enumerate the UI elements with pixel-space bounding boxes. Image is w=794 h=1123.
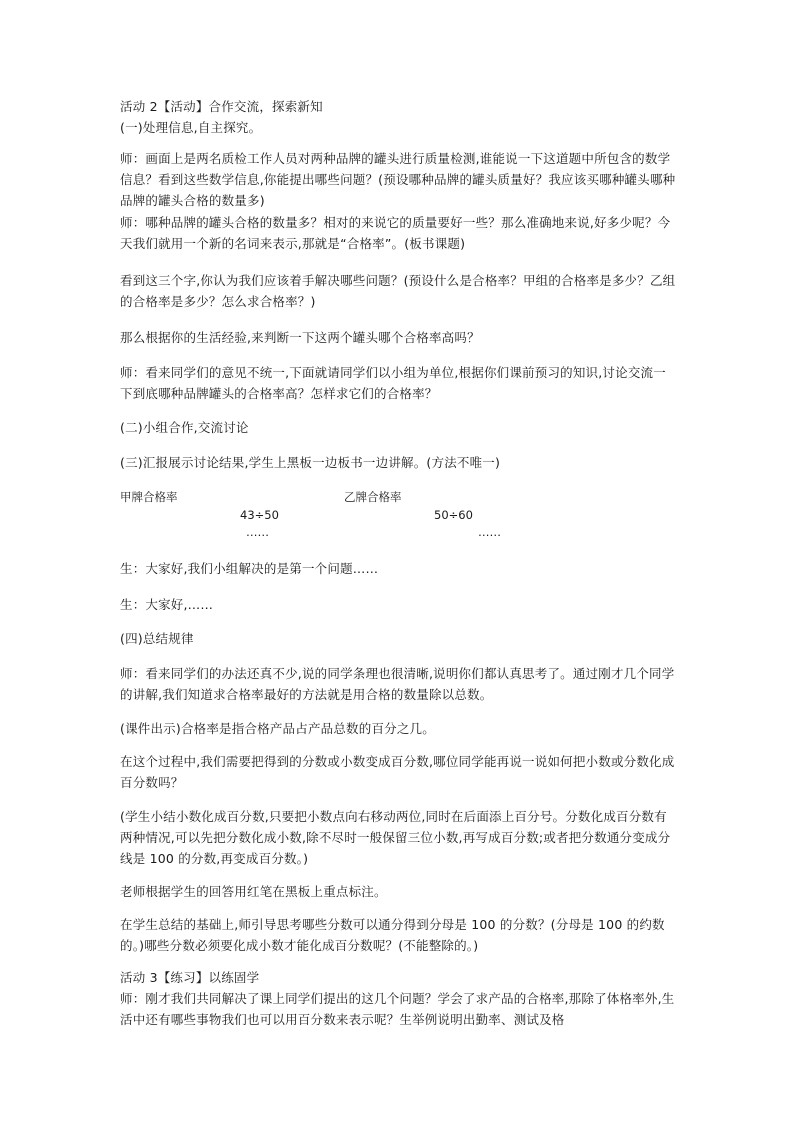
paragraph-life-experience: 那么根据你的生活经验,来判断一下这两个罐头哪个合格率高吗？	[120, 330, 480, 345]
paragraph-student-second: 生：大家好,……	[120, 597, 214, 612]
paragraph-teacher-summary: 师：看来同学们的办法还真不少,说的同学条理也很清晰,说明你们都认真思考了。通过刚才几个同学的讲解,我们知道求合格率最好的方法就是用合格的数量除以总数。	[120, 666, 675, 702]
calc-right-ellipsis: ……	[478, 525, 501, 539]
paragraph-three-words: 看到这三个字,你认为我们应该着手解决哪些问题？(预设什么是合格率？甲组的合格率是多少？乙组的合格率是多少？怎么求合格率？)	[120, 273, 676, 309]
section-three-heading: (三)汇报展示讨论结果,学生上黑板一边板书一边讲解。(方法不唯一)	[120, 455, 501, 470]
section-four-heading: (四)总结规律	[120, 631, 194, 646]
section-two-heading: (二)小组合作,交流讨论	[120, 420, 249, 435]
paragraph-courseware-definition: (课件出示)合格率是指合格产品占产品总数的百分之几。	[120, 721, 435, 736]
paragraph-guided-thinking: 在学生总结的基础上,师引导思考哪些分数可以通分得到分母是 100 的分数？(分母是 100 的约数的。)哪些分数必须要化成小数才能化成百分数呢？(不能整除的。)	[120, 917, 665, 953]
calc-right-expression: 50÷60	[434, 508, 473, 522]
activity-3-section: 活动 3【练习】以练固学 师：刚才我们共同解决了课上同学们提出的这几个问题？学会了求产品的合格率,那除了体格率外,生活中还有哪些事物我们也可以用百分数来表示呢？生举例说明出勤率、测试及格	[120, 970, 675, 1027]
paragraph-convert-percent: 在这个过程中,我们需要把得到的分数或小数变成百分数,哪位同学能再说一说如何把小数或分数化成百分数吗？	[120, 754, 675, 790]
paragraph-teacher-question: 师：哪种品牌的罐头合格的数量多？相对的来说它的质量要好一些？那么准确地来说,好多少呢？今天我们就用一个新的名词来表示,那就是“合格率”。(板书课题)	[120, 215, 671, 251]
paragraph-group-discussion: 师：看来同学们的意见不统一,下面就请同学们以小组为单位,根据你们课前预习的知识,讨论交流一下到底哪种品牌罐头的合格率高？怎样求它们的合格率？	[120, 365, 666, 401]
paragraph-red-pen: 老师根据学生的回答用红笔在黑板上重点标注。	[120, 884, 387, 899]
calc-right-label: 乙牌合格率	[344, 490, 402, 504]
paragraph-teacher-intro: 师：画面上是两名质检工作人员对两种品牌的罐头进行质量检测,谁能说一下这道题中所包含的数学信息？看到这些数学信息,你能提出哪些问题？(预设哪种品牌的罐头质量好？我应该买哪种罐头哪种品牌的罐头合格的数量多)	[120, 151, 676, 208]
activity-2-heading: 活动 2【活动】合作交流，探索新知 (一)处理信息,自主探究。	[120, 99, 323, 135]
paragraph-student-first: 生：大家好,我们小组解决的是第一个问题……	[120, 561, 379, 576]
paragraph-student-summary: (学生小结小数化成百分数,只要把小数点向右移动两位,同时在后面添上百分号。分数化成百分数有两种情况,可以先把分数化成小数,除不尽时一般保留三位小数,再写成百分数;或者把分数通分变成分线是 100 的分数,再变成百分数。)	[120, 809, 671, 866]
calc-left-label: 甲牌合格率	[120, 490, 178, 504]
calc-left-expression: 43÷50	[240, 508, 279, 522]
calc-left-ellipsis: ……	[246, 525, 269, 539]
